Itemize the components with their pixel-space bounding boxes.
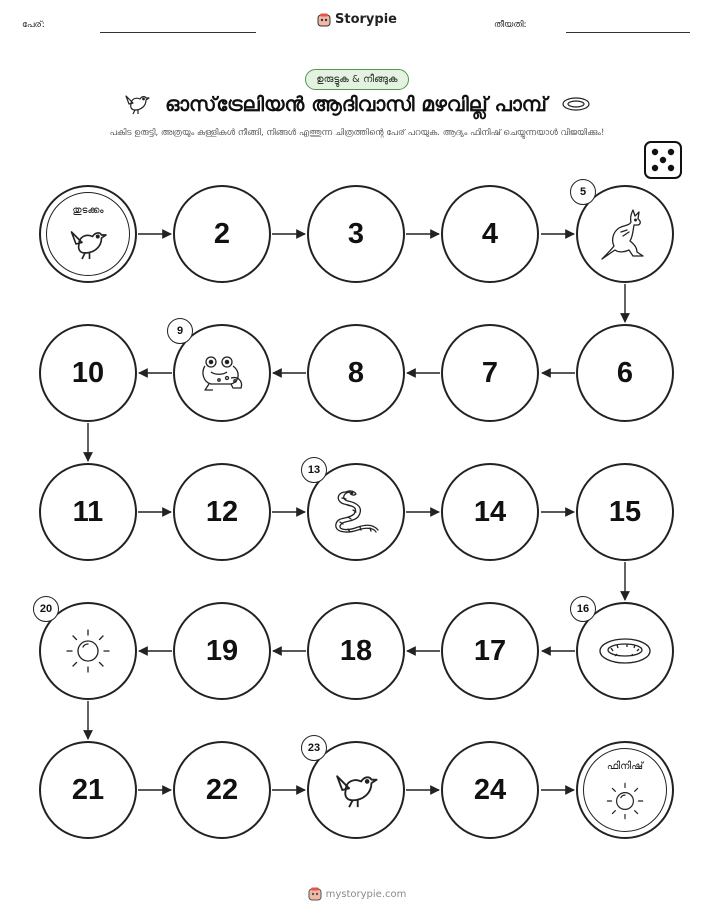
board-square-15[interactable] — [576, 463, 674, 561]
board-square-24[interactable] — [441, 741, 539, 839]
board-square-16[interactable] — [576, 602, 674, 700]
board-square-21[interactable] — [39, 741, 137, 839]
square-badge: 9 — [167, 318, 193, 344]
square-badge: 13 — [301, 457, 327, 483]
square-badge: 20 — [33, 596, 59, 622]
square-badge: 16 — [570, 596, 596, 622]
square-number: 18 — [339, 634, 373, 667]
start-label: തുടക്കം — [72, 205, 104, 216]
finish-label: ഫിനിഷ് — [606, 761, 644, 772]
square-number: 22 — [205, 773, 239, 806]
square-number: 2 — [213, 217, 231, 250]
square-number: 7 — [481, 356, 499, 389]
instructions: പകിട ഉരുട്ടി, അത്രയും കള്ളികൾ നീങ്ങി, നിങ്ങൾ എത്തുന്ന ചിത്രത്തിന്റെ പേര് പറയുക. ആദ്യം ഫിനിഷ് ചെയ്യുന്നയാൾ വിജയിക്കും! — [109, 128, 605, 138]
board-square-12[interactable] — [173, 463, 271, 561]
title-text: ഓസ്‌ട്രേലിയൻ ആദിവാസി മഴവില്ല് പാമ്പ് — [165, 92, 547, 116]
square-number: 21 — [71, 773, 105, 806]
brand-name: Storypie — [335, 12, 397, 27]
snake-icon — [328, 486, 384, 538]
board-square-19[interactable] — [173, 602, 271, 700]
square-number: 8 — [347, 356, 365, 389]
square-number: 6 — [616, 356, 634, 389]
bird-icon — [332, 769, 380, 811]
board-square-20[interactable] — [39, 602, 137, 700]
board-square-10[interactable] — [39, 324, 137, 422]
board-square-14[interactable] — [441, 463, 539, 561]
sun-icon — [63, 626, 113, 676]
square-number: 24 — [473, 773, 507, 806]
finish-square[interactable] — [576, 741, 674, 839]
square-number: 3 — [347, 217, 365, 250]
storypie-logo-icon — [308, 887, 322, 901]
category-pill-label: ഉരുട്ടുക & നീങ്ങുക — [305, 69, 408, 90]
board-square-3[interactable] — [307, 185, 405, 283]
square-number: 4 — [481, 217, 499, 250]
board-square-6[interactable] — [576, 324, 674, 422]
name-label: പേര്: — [22, 20, 45, 30]
kangaroo-icon — [599, 206, 651, 262]
board-square-9[interactable] — [173, 324, 271, 422]
board-square-13[interactable] — [307, 463, 405, 561]
board-square-7[interactable] — [441, 324, 539, 422]
bird-icon — [67, 226, 109, 262]
board-square-2[interactable] — [173, 185, 271, 283]
board-square-5[interactable] — [576, 185, 674, 283]
date-label: തീയതി: — [494, 20, 527, 30]
board-square-11[interactable] — [39, 463, 137, 561]
square-badge: 5 — [570, 179, 596, 205]
square-number: 14 — [473, 495, 507, 528]
start-square[interactable] — [39, 185, 137, 283]
square-badge: 23 — [301, 735, 327, 761]
square-number: 12 — [205, 495, 239, 528]
board-square-22[interactable] — [173, 741, 271, 839]
square-number: 15 — [608, 495, 642, 528]
sun-icon — [604, 780, 646, 822]
square-number: 19 — [205, 634, 239, 667]
waterhole-icon — [597, 635, 653, 667]
footer — [0, 887, 714, 904]
square-number: 11 — [72, 495, 104, 528]
footer-url[interactable]: mystorypie.com — [325, 888, 407, 900]
frog-icon — [197, 352, 247, 394]
board-square-8[interactable] — [307, 324, 405, 422]
board-square-17[interactable] — [441, 602, 539, 700]
square-number: 10 — [71, 356, 105, 389]
square-number: 17 — [473, 634, 507, 667]
board-square-18[interactable] — [307, 602, 405, 700]
board-square-4[interactable] — [441, 185, 539, 283]
board-square-23[interactable] — [307, 741, 405, 839]
